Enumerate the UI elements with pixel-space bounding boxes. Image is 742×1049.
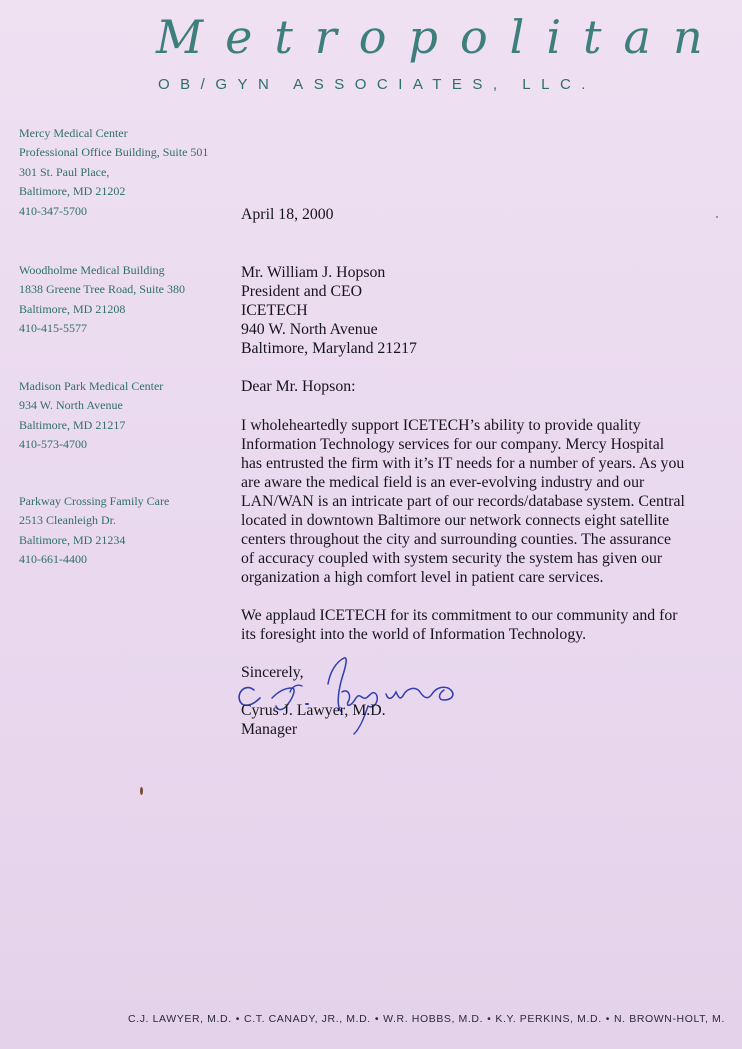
recipient-city: Baltimore, Maryland 21217: [241, 340, 417, 357]
office-block-madison-park: [19, 377, 219, 455]
physician-name: W.R. HOBBS, M.D.: [383, 1013, 484, 1025]
office-phone: 410-347-5700: [19, 203, 87, 218]
body-line: I wholeheartedly support ICETECH’s ability to provide quality: [241, 417, 641, 434]
body-line: located in downtown Baltimore our network connects eight satellite: [241, 512, 670, 529]
body-line: its foresight into the world of Information Technology.: [241, 626, 587, 643]
body-line: Information Technology services for our company. Mercy Hospital: [241, 436, 665, 453]
bullet-separator: •: [374, 1013, 380, 1025]
signer-block: [241, 701, 386, 739]
physician-name: C.T. CANADY, JR., M.D.: [244, 1013, 371, 1025]
office-address-line: Baltimore, MD 21234: [19, 532, 126, 547]
office-name: Woodholme Medical Building: [19, 263, 165, 277]
office-block-parkway: [19, 492, 219, 570]
bullet-separator: •: [235, 1013, 241, 1025]
body-line: LAN/WAN is an intricate part of our records/database system. Central: [241, 493, 685, 510]
closing: Sincerely,: [241, 664, 304, 681]
salutation: Dear Mr. Hopson:: [241, 378, 356, 395]
letterhead-name: Metropolitan: [156, 10, 725, 64]
body-line: of accuracy coupled with system security the system has given our: [241, 550, 663, 567]
paper-speck: [140, 787, 143, 795]
recipient-title: President and CEO: [241, 283, 363, 300]
office-address-line: 1838 Greene Tree Road, Suite 380: [19, 282, 185, 297]
office-name: Mercy Medical Center: [19, 126, 128, 140]
office-address-line: 2513 Cleanleigh Dr.: [19, 513, 116, 528]
physician-name: N. BROWN-HOLT, M.: [614, 1013, 725, 1025]
recipient-company: ICETECH: [241, 302, 308, 319]
body-line: centers throughout the city and surrounding counties. The assurance: [241, 531, 672, 548]
letterhead-subtitle: OB/GYN ASSOCIATES, LLC.: [158, 76, 596, 93]
body-line: has entrusted the firm with it’s IT needs for a number of years. As you: [241, 455, 685, 472]
paper-speck: [716, 216, 718, 218]
office-address-line: Baltimore, MD 21217: [19, 417, 126, 432]
office-block-mercy: [19, 124, 219, 221]
body-line: We applaud ICETECH for its commitment to our community and for: [241, 607, 678, 624]
office-name: Madison Park Medical Center: [19, 379, 164, 393]
office-block-woodholme: [19, 261, 219, 339]
body-line: are aware the medical field is an ever-evolving industry and our: [241, 474, 645, 491]
bullet-separator: •: [487, 1013, 492, 1025]
office-name: Parkway Crossing Family Care: [19, 494, 170, 508]
office-address-line: Professional Office Building, Suite 501: [19, 145, 209, 160]
body-line: organization a high comfort level in patient care services.: [241, 569, 604, 586]
body-paragraph-2: [241, 606, 678, 644]
physician-name: K.Y. PERKINS, M.D.: [495, 1013, 602, 1025]
body-paragraph-1: [241, 416, 685, 587]
office-address-line: Baltimore, MD 21208: [19, 301, 126, 316]
bullet-separator: •: [605, 1013, 610, 1025]
letter-date: April 18, 2000: [241, 206, 334, 223]
office-phone: 410-573-4700: [19, 437, 87, 452]
physician-name: C.J. LAWYER, M.D.: [128, 1013, 232, 1025]
office-phone: 410-661-4400: [19, 552, 87, 567]
recipient-block: [241, 263, 417, 358]
signer-title: Manager: [241, 721, 298, 738]
recipient-name: Mr. William J. Hopson: [241, 264, 386, 281]
signer-name: Cyrus J. Lawyer, M.D.: [241, 702, 386, 719]
office-address-line: 301 St. Paul Place,: [19, 164, 110, 179]
recipient-street: 940 W. North Avenue: [241, 321, 378, 338]
office-address-line: 934 W. North Avenue: [19, 398, 123, 413]
office-address-line: Baltimore, MD 21202: [19, 184, 126, 199]
office-phone: 410-415-5577: [19, 321, 87, 336]
footer-physicians: [128, 1013, 725, 1025]
